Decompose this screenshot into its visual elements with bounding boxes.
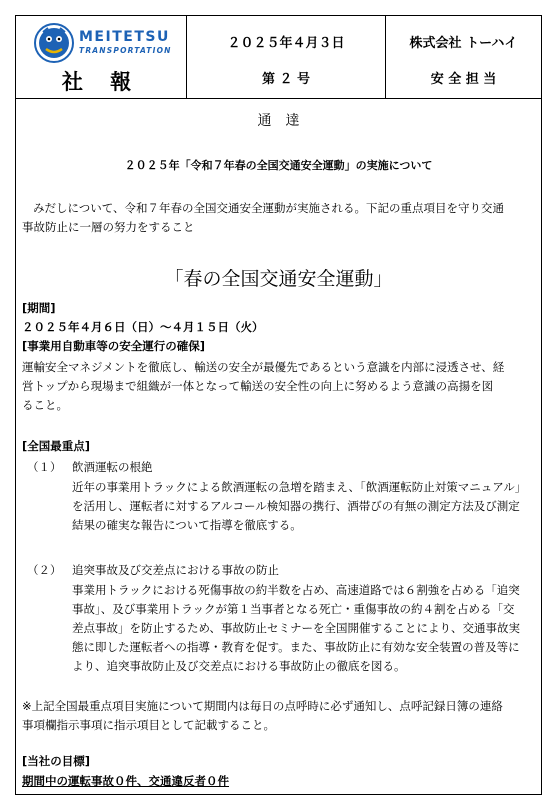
item2-number: （２） bbox=[27, 563, 62, 577]
issue-date: ２０２５年４月３日 bbox=[227, 36, 345, 51]
mascot-logo-icon bbox=[34, 23, 74, 63]
item2-line-4: 態に即した運転者への指導・教育を促す。また、事故防止に有効な安全装置の普及等に bbox=[72, 640, 520, 654]
item2-line-2: 事故」、及び事業用トラックが第１当事者となる死亡・重傷事故の約４割を占める「交 bbox=[72, 602, 515, 616]
goal-heading: [当社の目標] bbox=[22, 754, 91, 768]
header-cell-date bbox=[187, 16, 386, 98]
company-name: 株式会社 トーハイ bbox=[409, 36, 518, 51]
header-cell-logo bbox=[16, 16, 187, 98]
priorities-heading: [全国最重点] bbox=[22, 439, 91, 453]
item2-line-5: より、追突事故防止及び交差点における事故防止の徹底を図る。 bbox=[72, 659, 406, 673]
item2-line-1: 事業用トラックにおける死傷事故の約半数を占め、高速道路では６割強を占める「追突 bbox=[72, 583, 520, 597]
company-logo bbox=[34, 23, 174, 63]
goal-text: 期間中の運転事故０件、交通違反者０件 bbox=[22, 774, 229, 788]
item1-line-2: を活用し、運転者に対するアルコール検知器の携行、酒帯びの有無の測定方法及び測定 bbox=[72, 499, 520, 513]
header-cell-company bbox=[386, 16, 541, 98]
notice-type: 通 達 bbox=[257, 113, 300, 129]
campaign-title: 「春の全国交通安全運動」 bbox=[164, 268, 393, 290]
period-dates: ２０２５年４月６日（日）～４月１５日（火） bbox=[22, 320, 264, 334]
item2-line-3: 差点事故」を防止するため、事故防止セミナーを全国開催することにより、交通事故実 bbox=[72, 621, 521, 635]
item1-line-1: 近年の事業用トラックによる飲酒運転の急増を踏まえ、「飲酒運転防止対策マニュアル」 bbox=[72, 480, 527, 494]
safety-heading: [事業用自動車等の安全運行の確保] bbox=[22, 339, 206, 353]
item2-title: 追突事故及び交差点における事故の防止 bbox=[72, 563, 279, 577]
note-line-2: 事項欄指示事項に指示項目として記載すること。 bbox=[22, 718, 275, 732]
issue-number: 第 ２ 号 bbox=[261, 72, 311, 87]
logo-wordmark: MEITETSU bbox=[79, 29, 170, 45]
note-line-1: ※上記全国最重点項目実施について期間内は毎日の点呼時に必ず通知し、点呼記録日簿の連絡 bbox=[22, 699, 503, 713]
department-name: 安 全 担 当 bbox=[430, 72, 497, 87]
newsletter-page bbox=[15, 15, 542, 795]
newsletter-title: 社 報 bbox=[61, 70, 142, 94]
period-heading: [期間] bbox=[22, 301, 56, 315]
safety-line-2: 営トップから現場まで組織が一体となって輸送の安全性の向上に努めるよう意識の高揚を図 bbox=[22, 379, 494, 393]
safety-line-1: 運輸安全マネジメントを徹底し、輸送の安全が最優先であるという意識を内部に浸透させ、経 bbox=[22, 360, 505, 374]
header-table bbox=[16, 16, 541, 99]
item1-line-3: 結果の確実な報告について指導を徹底する。 bbox=[72, 518, 302, 532]
notice-subject: ２０２５年「令和７年春の全国交通安全運動」の実施について bbox=[124, 159, 433, 172]
safety-line-3: ること。 bbox=[22, 398, 68, 412]
intro-line-1: みだしについて、令和７年春の全国交通安全運動が実施される。下記の重点項目を守り交通 bbox=[33, 201, 505, 215]
item1-title: 飲酒運転の根絶 bbox=[72, 460, 153, 474]
logo-subtitle: TRANSPORTATION bbox=[79, 46, 172, 55]
intro-line-2: 事故防止に一層の努力をすること bbox=[22, 220, 195, 234]
item1-number: （１） bbox=[27, 460, 62, 474]
